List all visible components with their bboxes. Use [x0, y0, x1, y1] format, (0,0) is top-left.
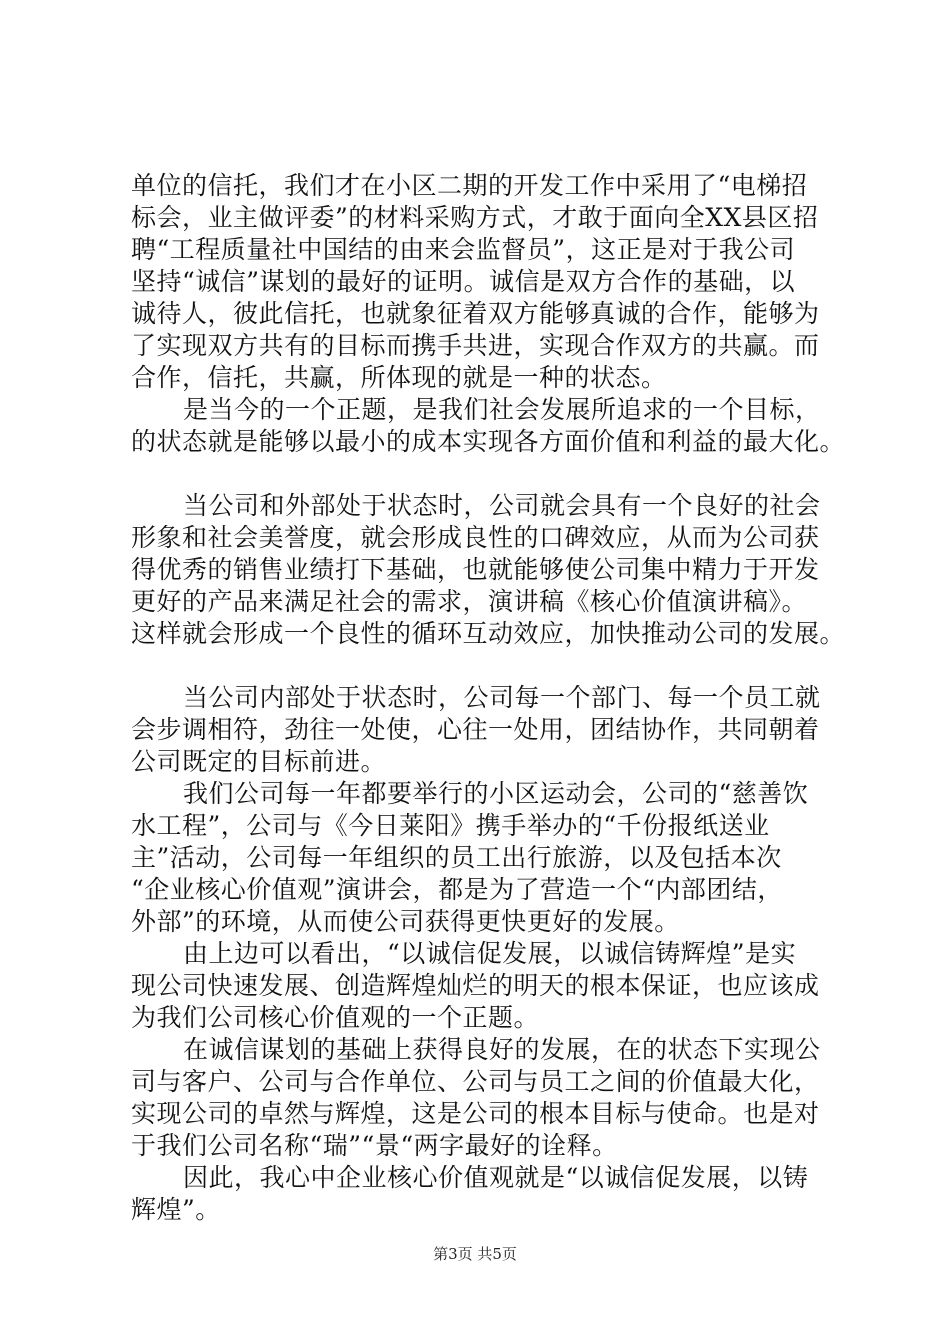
paragraph-start-line: 当公司内部处于状态时，公司每一个部门、每一个员工就: [183, 683, 821, 712]
text-line: 实现公司的卓然与辉煌，这是公司的根本目标与使命。也是对: [131, 1099, 820, 1128]
text-line: 公司既定的目标前进。: [131, 747, 387, 776]
text-line: 更好的产品来满足社会的需求，演讲稿《核心价值演讲稿》。: [131, 587, 808, 616]
paragraph-gap: [131, 650, 831, 682]
text-line: 司与客户、公司与合作单位、公司与员工之间的价值最大化，: [131, 1067, 820, 1096]
paragraph-start-line: 由上边可以看出，“以诚信促发展，以诚信铸辉煌”是实: [183, 939, 797, 968]
text-line: 聘“工程质量社中国结的由来会监督员”，这正是对于我公司: [131, 235, 796, 264]
paragraph-start-line: 当公司和外部处于状态时，公司就会具有一个良好的社会: [183, 491, 821, 520]
paragraph-gap: [131, 458, 831, 490]
page-number-footer: 第3页 共5页: [433, 1245, 517, 1263]
paragraph-start-line: 因此，我心中企业核心价值观就是“以诚信促发展，以铸: [183, 1163, 809, 1192]
document-body: [131, 170, 846, 1226]
text-line: 辉煌”。: [131, 1195, 221, 1224]
text-line: 的状态就是能够以最小的成本实现各方面价值和利益的最大化。: [131, 427, 846, 456]
text-line: 这样就会形成一个良性的循环互动效应，加快推动公司的发展。: [131, 619, 846, 648]
text-line: 得优秀的销售业绩打下基础，也就能够使公司集中精力于开发: [131, 555, 820, 584]
text-line: 水工程”，公司与《今日莱阳》携手举办的“千份报纸送业: [131, 811, 770, 840]
text-line: 诚待人，彼此信托，也就象征着双方能够真诚的合作，能够为: [131, 299, 820, 328]
text-line: 合作，信托，共赢，所体现的就是一种的状态。: [131, 363, 667, 392]
text-line: 于我们公司名称“瑞”“景“两字最好的诠释。: [131, 1131, 618, 1160]
text-line: 为我们公司核心价值观的一个正题。: [131, 1003, 540, 1032]
text-line: 现公司快速发展、创造辉煌灿烂的明天的根本保证，也应该成: [131, 971, 820, 1000]
paragraph-start-line: 是当今的一个正题，是我们社会发展所追求的一个目标，: [183, 395, 821, 424]
text-line: 标会，业主做评委”的材料采购方式，才敢于面向全XX县区招: [131, 203, 819, 232]
text-line: 了实现双方共有的目标而携手共进，实现合作双方的共赢。而: [131, 331, 820, 360]
paragraph-start-line: 在诚信谋划的基础上获得良好的发展，在的状态下实现公: [183, 1035, 821, 1064]
text-line: 单位的信托，我们才在小区二期的开发工作中采用了“电梯招: [131, 171, 808, 200]
paragraph-start-line: 我们公司每一年都要举行的小区运动会，公司的“慈善饮: [183, 779, 809, 808]
text-line: 坚持“诚信”谋划的最好的证明。诚信是双方合作的基础，以: [131, 267, 796, 296]
text-line: 主”活动，公司每一年组织的员工出行旅游，以及包括本次: [131, 843, 782, 872]
text-line: 形象和社会美誉度，就会形成良性的口碑效应，从而为公司获: [131, 523, 820, 552]
text-line: 外部”的环境，从而使公司获得更快更好的发展。: [131, 907, 680, 936]
text-line: 会步调相符，劲往一处使，心往一处用，团结协作，共同朝着: [131, 715, 820, 744]
text-line: “企业核心价值观”演讲会，都是为了营造一个“内部团结，: [131, 875, 783, 904]
